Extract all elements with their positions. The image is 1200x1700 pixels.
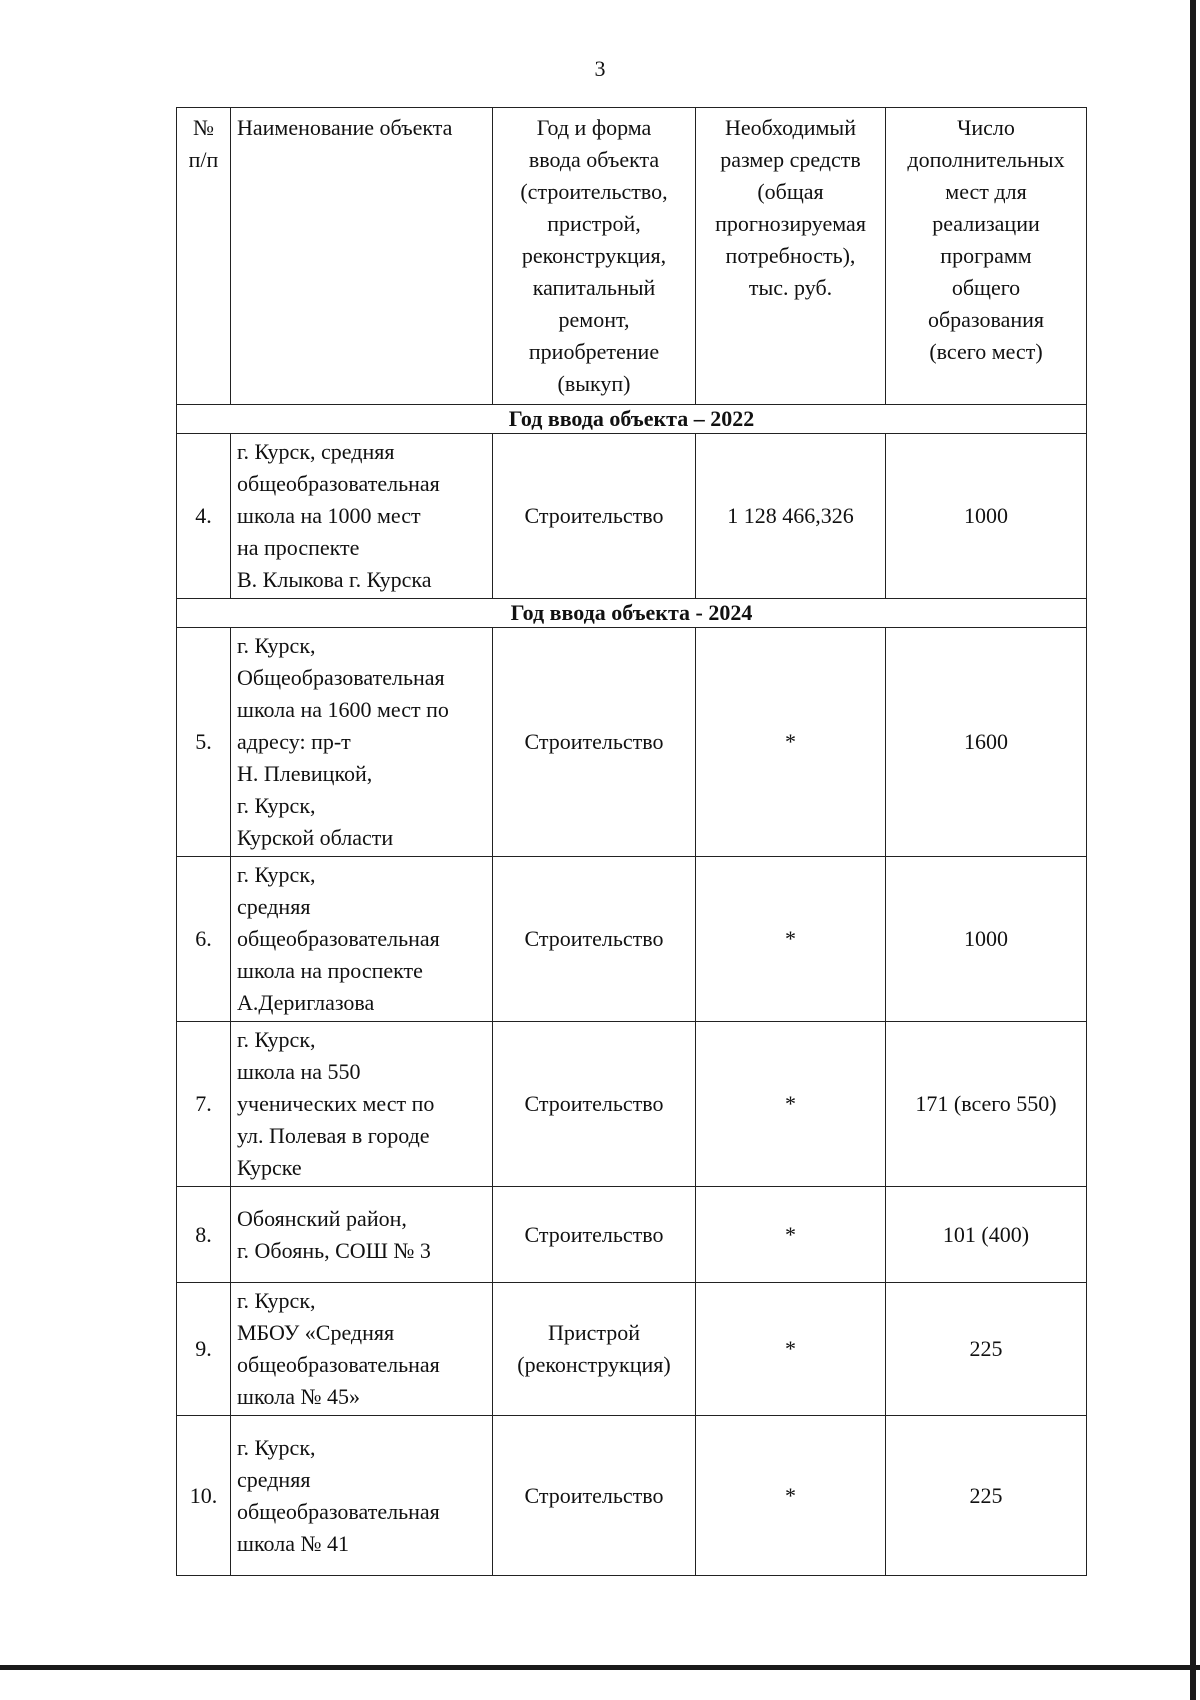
- row-places: 171 (всего 550): [886, 1022, 1087, 1187]
- row-form: Строительство: [493, 1022, 696, 1187]
- row-number: 4.: [177, 434, 231, 599]
- row-object-name: г. Курск, средняя общеобразовательная школа № 41: [231, 1416, 493, 1576]
- row-cost: *: [696, 1022, 886, 1187]
- scan-edge-bottom: [0, 1665, 1200, 1670]
- row-number: 6.: [177, 857, 231, 1022]
- row-form: Строительство: [493, 434, 696, 599]
- row-places: 1600: [886, 628, 1087, 857]
- page-number: 3: [594, 56, 606, 81]
- header-number: № п/п: [177, 108, 231, 405]
- section-row-2024: [177, 599, 1087, 628]
- row-cost: *: [696, 628, 886, 857]
- table-row: [177, 1283, 1087, 1416]
- section-title: Год ввода объекта - 2024: [177, 599, 1087, 628]
- header-cost: Необходимый размер средств (общая прогнозируемая потребность), тыс. руб.: [696, 108, 886, 405]
- row-cost: *: [696, 1283, 886, 1416]
- table-row: [177, 1187, 1087, 1283]
- header-object-name: Наименование объекта: [231, 108, 493, 405]
- row-form: Строительство: [493, 857, 696, 1022]
- section-title: Год ввода объекта – 2022: [177, 405, 1087, 434]
- scan-edge-right: [1190, 0, 1196, 1700]
- row-object-name: г. Курск, Общеобразовательная школа на 1600 мест по адресу: пр-т Н. Плевицкой, г. Курск, Курской области: [231, 628, 493, 857]
- row-form: Строительство: [493, 1187, 696, 1283]
- row-cost: *: [696, 857, 886, 1022]
- objects-table: [176, 107, 1087, 1576]
- table-row: [177, 1022, 1087, 1187]
- row-object-name: г. Курск, МБОУ «Средняя общеобразовательная школа № 45»: [231, 1283, 493, 1416]
- table-header-row: [177, 108, 1087, 405]
- row-places: 1000: [886, 857, 1087, 1022]
- row-form: Строительство: [493, 1416, 696, 1576]
- table-row: [177, 857, 1087, 1022]
- row-cost: *: [696, 1416, 886, 1576]
- row-number: 9.: [177, 1283, 231, 1416]
- section-row-2022: [177, 405, 1087, 434]
- row-cost: *: [696, 1187, 886, 1283]
- row-object-name: г. Курск, средняя общеобразовательная школа на 1000 мест на проспекте В. Клыкова г. Курска: [231, 434, 493, 599]
- row-number: 5.: [177, 628, 231, 857]
- row-object-name: г. Курск, средняя общеобразовательная школа на проспекте А.Дериглазова: [231, 857, 493, 1022]
- table-row: [177, 434, 1087, 599]
- table-row: [177, 628, 1087, 857]
- table-row: [177, 1416, 1087, 1576]
- row-object-name: Обоянский район, г. Обоянь, СОШ № 3: [231, 1187, 493, 1283]
- header-form: Год и форма ввода объекта (строительство, пристрой, реконструкция, капитальный ремонт, приобретение (выкуп): [493, 108, 696, 405]
- row-places: 1000: [886, 434, 1087, 599]
- row-places: 225: [886, 1283, 1087, 1416]
- row-form: Строительство: [493, 628, 696, 857]
- row-cost: 1 128 466,326: [696, 434, 886, 599]
- row-form: Пристрой (реконструкция): [493, 1283, 696, 1416]
- row-number: 10.: [177, 1416, 231, 1576]
- row-object-name: г. Курск, школа на 550 ученических мест по ул. Полевая в городе Курске: [231, 1022, 493, 1187]
- row-number: 8.: [177, 1187, 231, 1283]
- row-places: 101 (400): [886, 1187, 1087, 1283]
- row-places: 225: [886, 1416, 1087, 1576]
- header-places: Число дополнительных мест для реализации программ общего образования (всего мест): [886, 108, 1087, 405]
- row-number: 7.: [177, 1022, 231, 1187]
